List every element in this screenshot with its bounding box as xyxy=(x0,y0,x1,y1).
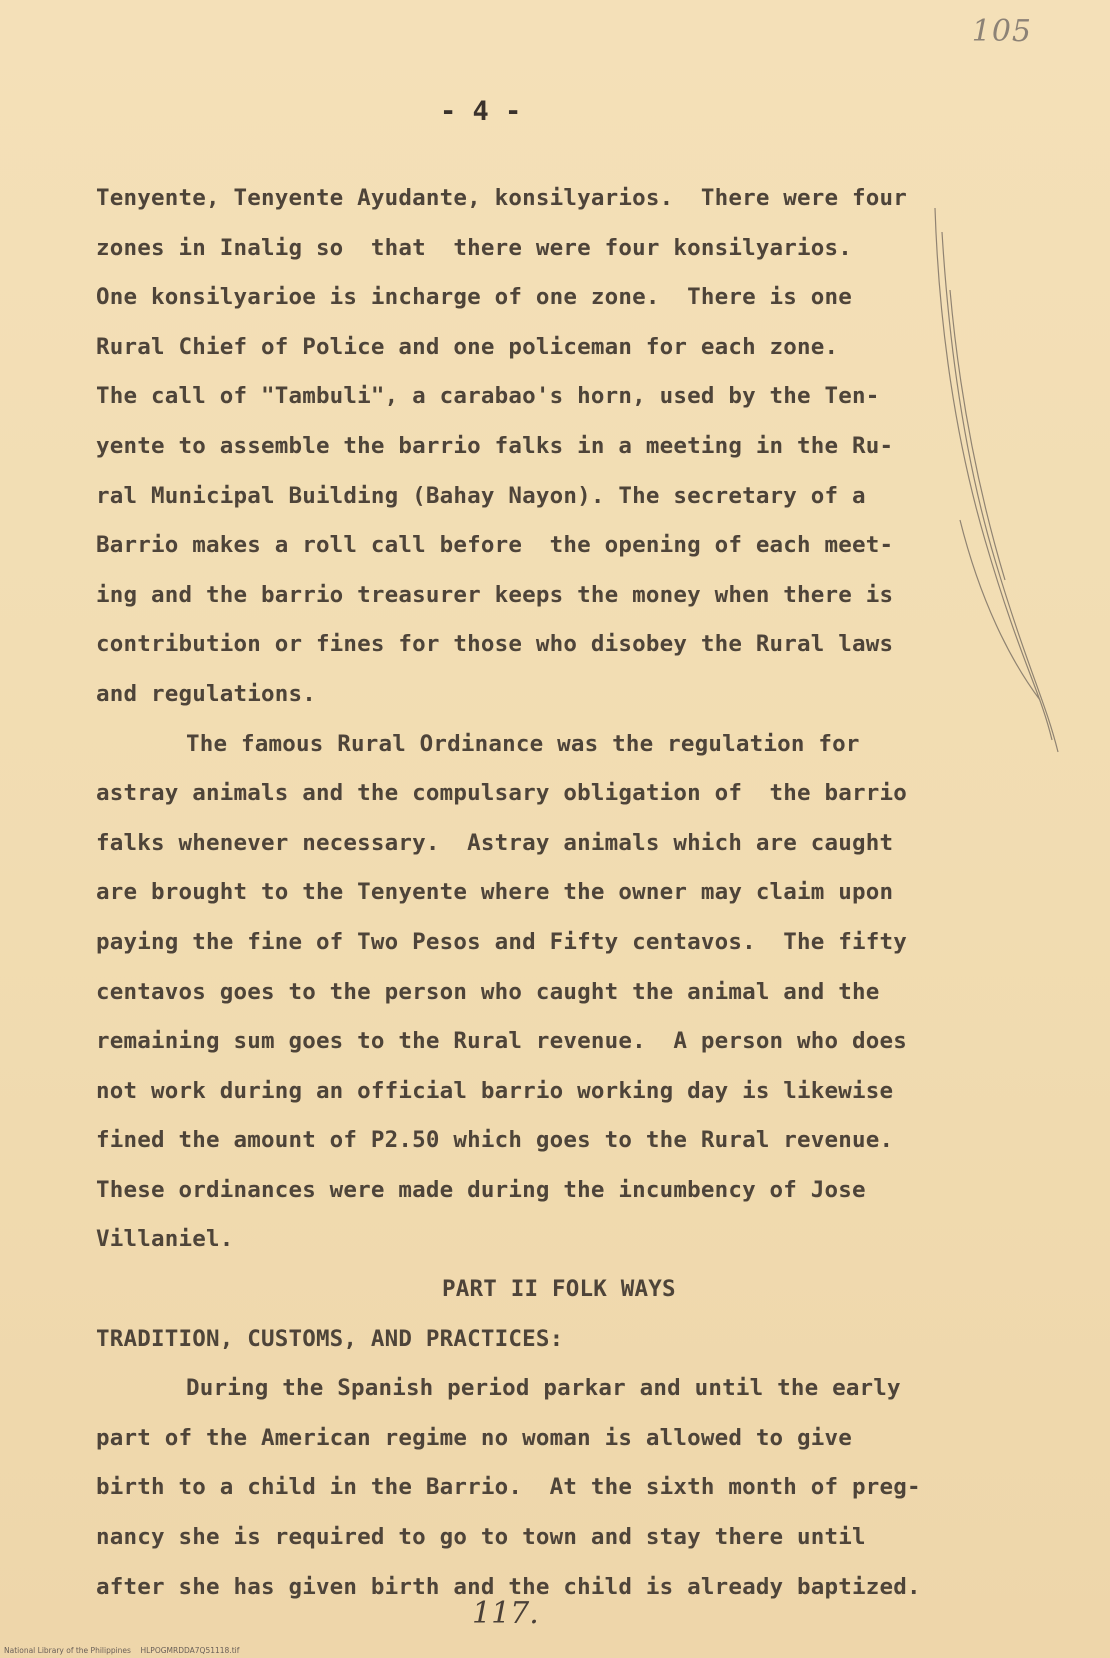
text-line: birth to a child in the Barrio. At the sixth month of preg- xyxy=(96,1474,921,1501)
text-line: ral Municipal Building (Bahay Nayon). The secretary of a xyxy=(96,482,866,509)
text-line: Rural Chief of Police and one policeman for each zone. xyxy=(96,333,839,360)
text-line: The call of "Tambuli", a carabao's horn, used by the Ten- xyxy=(96,383,880,410)
text-line: part of the American regime no woman is allowed to give xyxy=(96,1424,853,1451)
text-line: Villaniel. xyxy=(96,1226,234,1253)
handwritten-footer-number: 117. xyxy=(472,1596,539,1631)
text-line: These ordinances were made during the incumbency of Jose xyxy=(96,1176,866,1203)
typed-body-text xyxy=(96,174,1016,1612)
text-line: after she has given birth and the child is already baptized. xyxy=(96,1573,921,1600)
text-line: During the Spanish period parkar and until the early xyxy=(186,1375,901,1402)
text-line: fined the amount of P2.50 which goes to the Rural revenue. xyxy=(96,1127,894,1154)
text-line: falks whenever necessary. Astray animals which are caught xyxy=(96,829,894,856)
text-line: remaining sum goes to the Rural revenue. A person who does xyxy=(96,1028,908,1055)
text-line: contribution or fines for those who disobey the Rural laws xyxy=(96,631,894,658)
text-line: paying the fine of Two Pesos and Fifty centavos. The fifty xyxy=(96,928,908,955)
text-line: The famous Rural Ordinance was the regulation for xyxy=(186,730,860,757)
subsection-heading: TRADITION, CUSTOMS, AND PRACTICES: xyxy=(96,1325,564,1352)
section-heading: PART II FOLK WAYS xyxy=(442,1276,676,1303)
page-number: - 4 - xyxy=(440,96,522,127)
text-line: ing and the barrio treasurer keeps the money when there is xyxy=(96,581,894,608)
text-line: not work during an official barrio working day is likewise xyxy=(96,1077,894,1104)
archive-footer: National Library of the Philippines HLPOGMRDDA7Q51118.tif xyxy=(4,1646,240,1655)
text-line: yente to assemble the barrio falks in a meeting in the Ru- xyxy=(96,432,894,459)
text-line: are brought to the Tenyente where the owner may claim upon xyxy=(96,879,894,906)
text-line: centavos goes to the person who caught the animal and the xyxy=(96,978,880,1005)
text-line: nancy she is required to go to town and stay there until xyxy=(96,1524,866,1551)
text-line: and regulations. xyxy=(96,680,316,707)
text-line: One konsilyarioe is incharge of one zone. There is one xyxy=(96,284,853,311)
text-line: zones in Inalig so that there were four konsilyarios. xyxy=(96,234,853,261)
text-line: Tenyente, Tenyente Ayudante, konsilyarios. There were four xyxy=(96,185,908,211)
text-line: Barrio makes a roll call before the opening of each meet- xyxy=(96,532,894,559)
text-line: astray animals and the compulsary obligation of the barrio xyxy=(96,780,908,807)
handwritten-page-number: 105 xyxy=(971,14,1032,49)
